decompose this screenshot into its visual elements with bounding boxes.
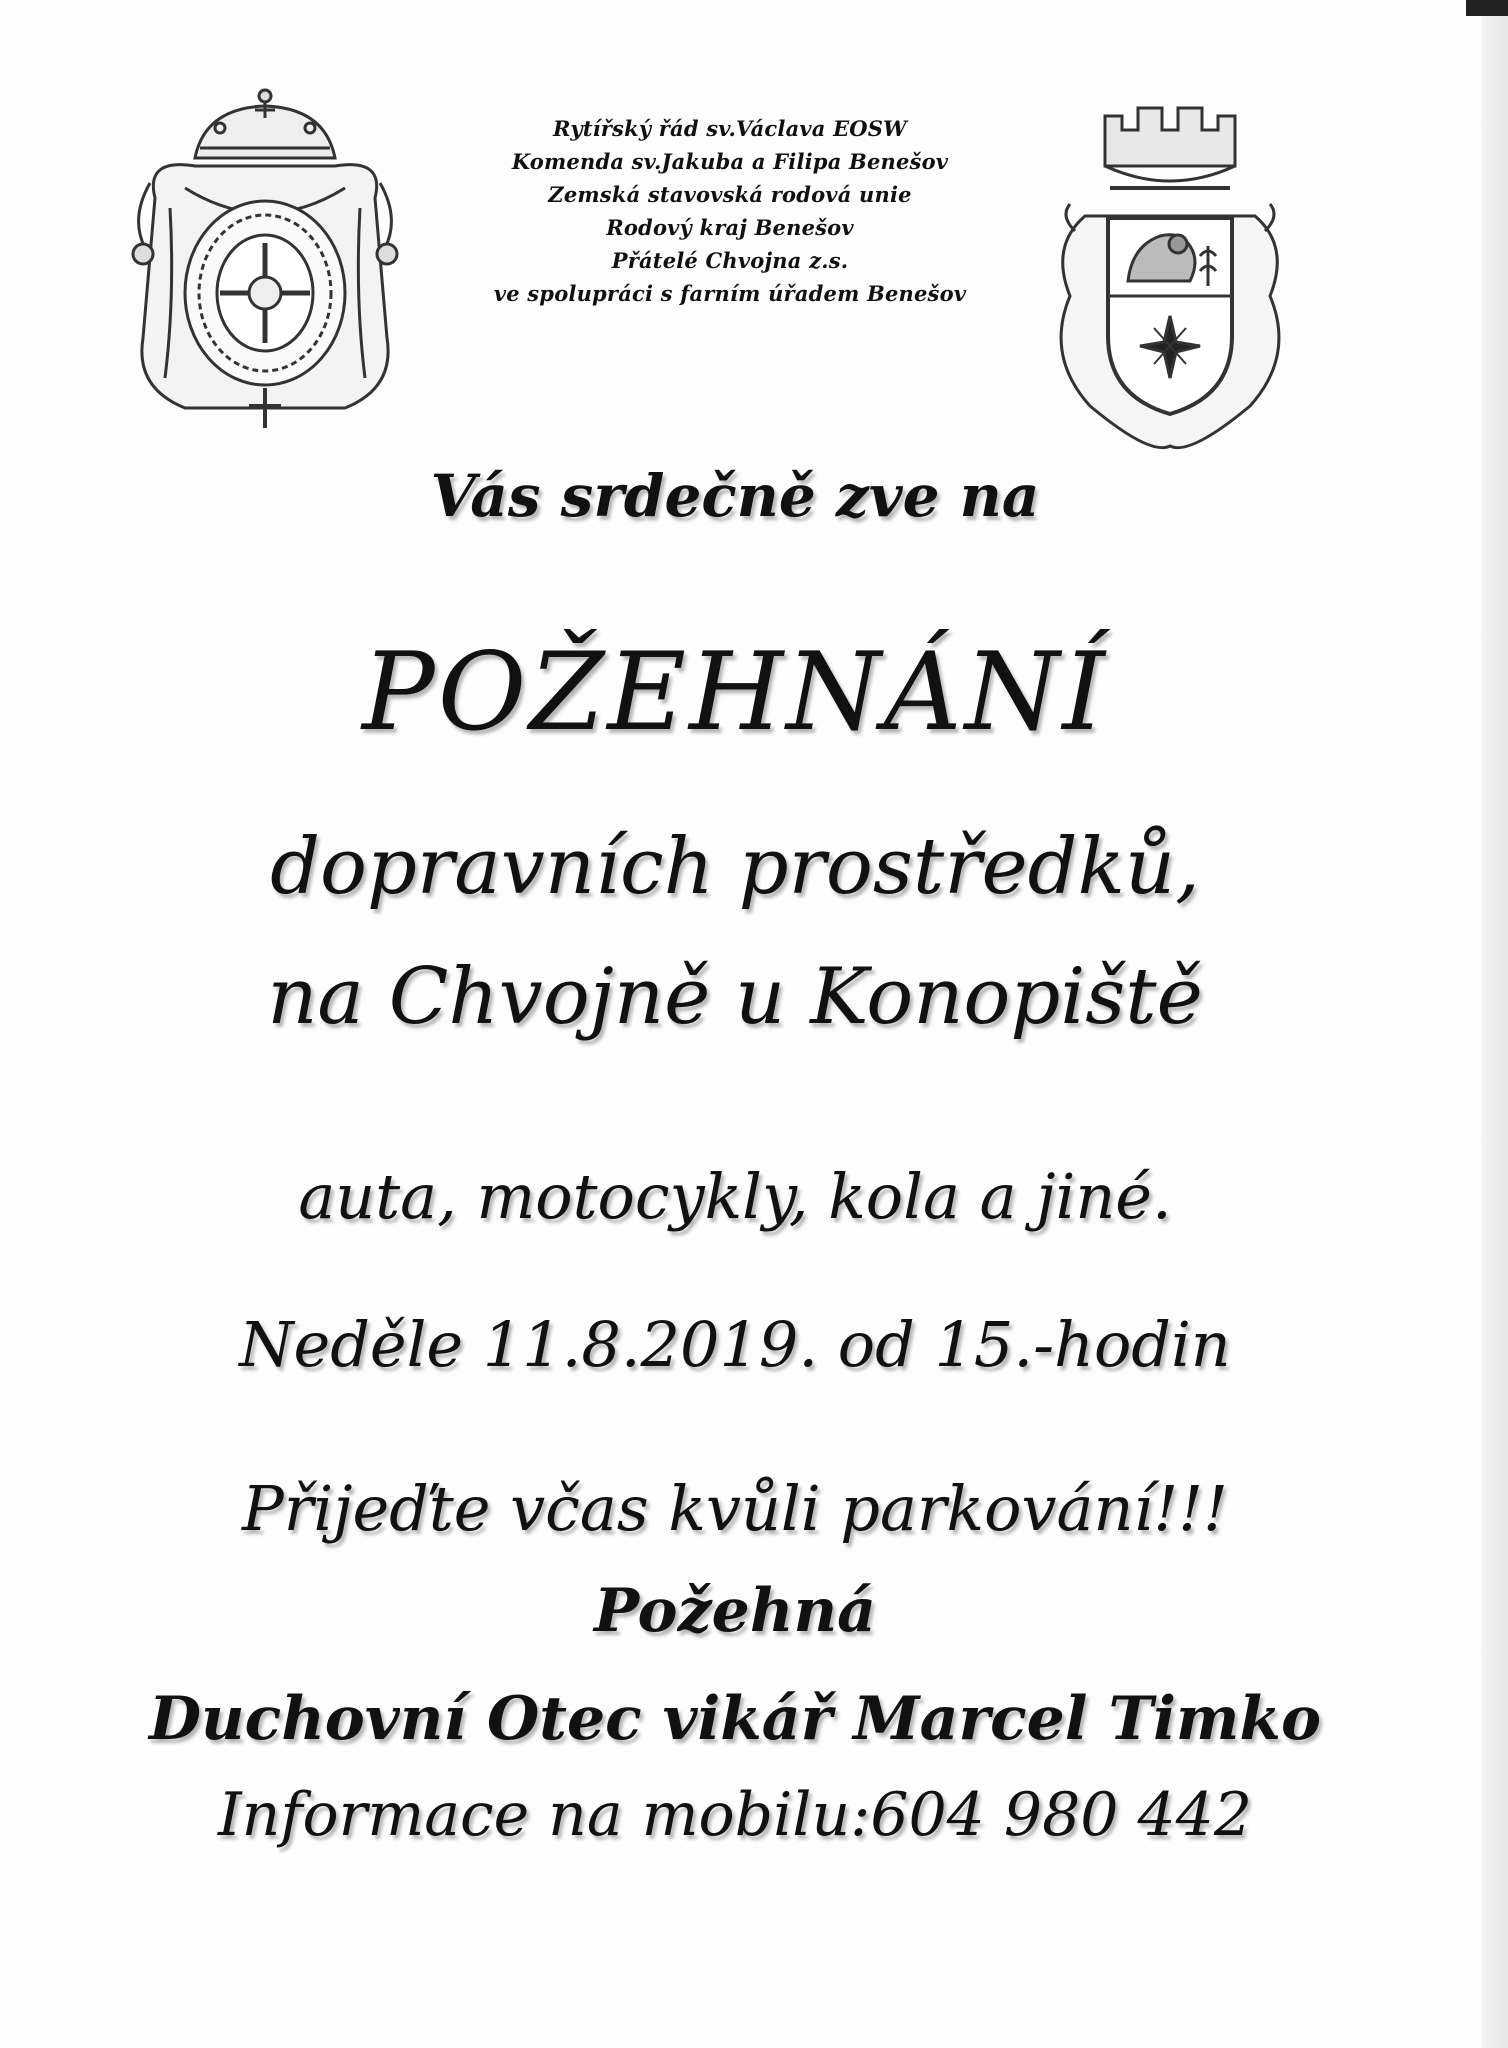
event-location: na Chvojně u Konopiště <box>267 952 1203 1042</box>
corner-mark <box>1466 0 1508 16</box>
invitation-line: Vás srdečně zve na <box>430 462 1040 530</box>
event-subtitle: dopravních prostředků, <box>270 822 1200 912</box>
header-line: ve spolupráci s farním úřadem Benešov <box>493 281 967 306</box>
parking-notice: Přijeďte včas kvůli parkování!!! <box>242 1472 1228 1545</box>
blessing-label: Požehná <box>594 1576 876 1646</box>
order-coat-of-arms-icon <box>125 88 405 443</box>
town-coat-of-arms-icon <box>1050 96 1290 462</box>
scan-edge <box>1482 0 1508 2048</box>
organizers-header <box>420 112 1040 310</box>
event-date: Neděle 11.8.2019. od 15.-hodin <box>239 1308 1231 1381</box>
header-line: Přátelé Chvojna z.s. <box>611 248 849 273</box>
contact-info: Informace na mobilu:604 980 442 <box>217 1780 1253 1850</box>
header-line: Rodový kraj Benešov <box>606 215 854 240</box>
vehicle-types: auta, motocykly, kola a jiné. <box>298 1160 1172 1233</box>
header-line: Zemská stavovská rodová unie <box>548 182 912 207</box>
event-title: POŽEHNÁNÍ <box>362 630 1108 755</box>
header-line: Komenda sv.Jakuba a Filipa Benešov <box>511 149 949 174</box>
priest-name: Duchovní Otec vikář Marcel Timko <box>149 1684 1321 1754</box>
header-line: Rytířský řád sv.Václava EOSW <box>553 116 907 141</box>
